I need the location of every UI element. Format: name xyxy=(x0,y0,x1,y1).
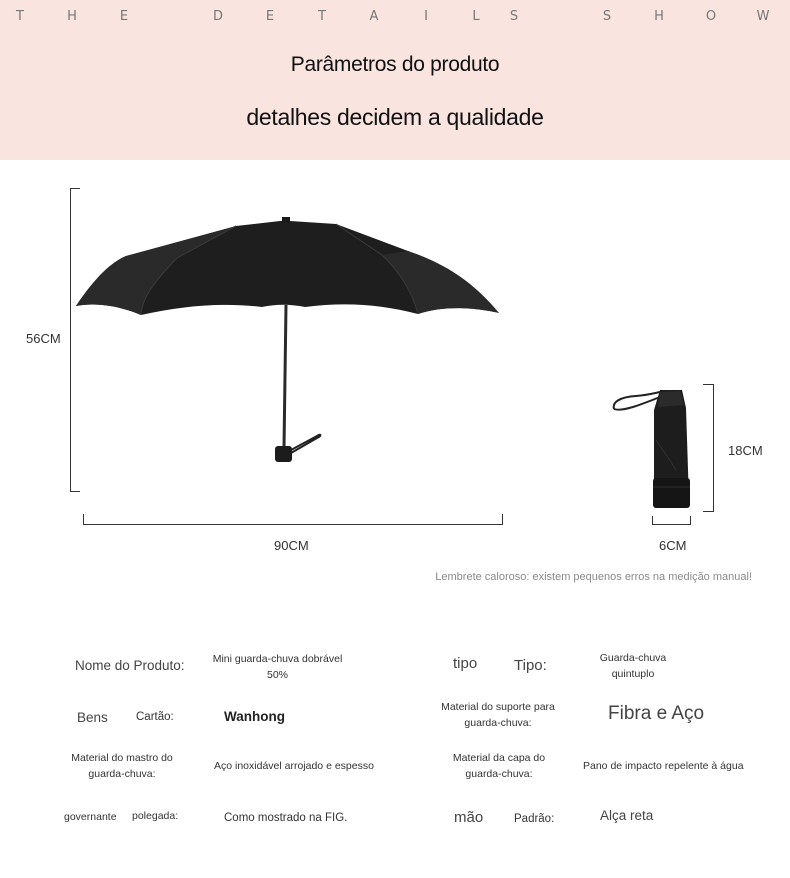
tagline-letter: A xyxy=(369,9,379,24)
tagline-letter: O xyxy=(705,9,717,24)
tagline-letter: S xyxy=(509,9,519,24)
width-bracket-folded xyxy=(652,516,691,525)
product-name-value-line1: Mini guarda-chuva dobrável xyxy=(212,653,343,665)
hand-word: mão xyxy=(454,809,484,826)
cover-material-label xyxy=(452,750,546,782)
tagline-letter: S xyxy=(602,9,612,24)
tagline-letter: E xyxy=(265,9,275,24)
width-bracket-open xyxy=(83,514,503,525)
open-height-label: 56CM xyxy=(26,331,61,346)
tagline-letter: E xyxy=(119,9,129,24)
shaft-material-value: Aço inoxidável arrojado e espesso xyxy=(214,760,374,772)
measurement-note: Lembrete caloroso: existem pequenos erros na medição manual! xyxy=(435,571,752,583)
pattern-value: Alça reta xyxy=(600,808,654,823)
cover-material-label-line1: Material da capa do xyxy=(452,752,546,764)
card-label: Cartão: xyxy=(136,711,174,723)
tagline-letter: L xyxy=(472,9,480,24)
inch-value: Como mostrado na FIG. xyxy=(224,812,348,824)
governor-word: governante xyxy=(64,811,117,823)
frame-material-label-line1: Material do suporte para xyxy=(441,701,555,713)
frame-material-label xyxy=(440,699,556,731)
height-bracket-folded xyxy=(703,384,714,512)
shaft-material-label-line2: guarda-chuva: xyxy=(88,768,156,780)
folded-umbrella xyxy=(614,390,690,508)
shaft-material-label xyxy=(70,750,174,782)
tagline-letter: H xyxy=(67,9,77,24)
tagline-letter: T xyxy=(318,9,326,24)
cover-material-label-line2: guarda-chuva: xyxy=(465,768,533,780)
page-subtitle: detalhes decidem a qualidade xyxy=(246,104,544,130)
type-value-line1: Guarda-chuva xyxy=(599,652,667,664)
tagline-letter: H xyxy=(654,9,664,24)
open-umbrella xyxy=(76,217,499,462)
type-label: Tipo: xyxy=(514,657,547,674)
tagline-letter: T xyxy=(16,9,24,24)
tagline-letter: D xyxy=(212,9,224,24)
cover-material-value: Pano de impacto repelente à água xyxy=(583,760,744,772)
shaft-material-label-line1: Material do mastro do xyxy=(71,752,173,764)
frame-material-label-line2: guarda-chuva: xyxy=(464,717,532,729)
type-value xyxy=(588,650,678,682)
inch-label: polegada: xyxy=(132,810,179,822)
product-name-value xyxy=(205,651,350,683)
product-name-value-line2: 50% xyxy=(266,669,288,681)
tagline-letter: W xyxy=(756,9,770,24)
product-name-label: Nome do Produto: xyxy=(75,658,185,673)
frame-material-value: Fibra e Aço xyxy=(608,703,705,724)
pattern-label: Padrão: xyxy=(514,813,555,825)
height-bracket-open xyxy=(70,188,80,492)
type-value-line2: quintuplo xyxy=(611,668,655,680)
type-word: tipo xyxy=(453,655,478,672)
tagline-letter: I xyxy=(424,9,428,24)
folded-height-label: 18CM xyxy=(728,443,763,458)
page-title: Parâmetros do produto xyxy=(290,53,500,76)
folded-width-label: 6CM xyxy=(659,538,687,553)
open-width-label: 90CM xyxy=(274,538,309,553)
card-value: Wanhong xyxy=(224,709,285,724)
goods-word: Bens xyxy=(77,710,108,725)
